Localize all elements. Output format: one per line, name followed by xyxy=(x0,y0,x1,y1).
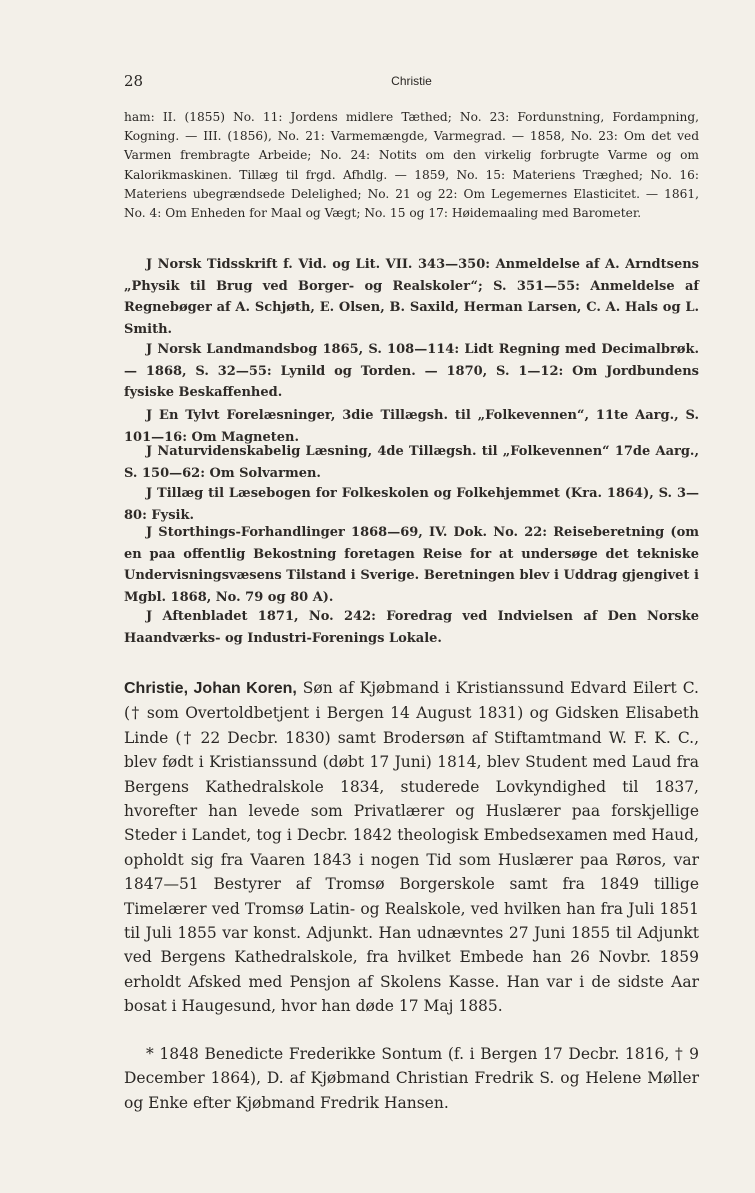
bibliography-continued: ham: II. (1855) No. 11: Jordens midlere Tæthed; No. 23: Fordunstning, Fordampning, Kogning. — III. (1856), No. 21: Varmemængde, Varmegrad. — 1858, No. 23: Om det ved Varmen frembragte Arbeide; No. 24: Notits om den virkelig forbrugte Varme og om Kalorikmaskinen. Tillæg til frgd. Afhdlg. — 1859, No. 15: Materiens Træghed; No. 16: Materiens ubegrændsede Delelighed; No. 21 og 22: Om Legemernes Elasticitet. — 1861, No. 4: Om Enheden for Maal og Vægt; No. 15 og 17: Høidemaaling med Barometer. xyxy=(124,110,699,221)
bibliography-item: J Norsk Landmandsbog 1865, S. 108—114: Lidt Regning med Decimalbrøk. — 1868, S. 32—55: Lynild og Torden. — 1870, S. 1—12: Om Jordbundens fysiske Beskaffenhed. xyxy=(124,342,699,401)
running-head: Christie xyxy=(391,74,432,88)
spouse-note: * 1848 Benedicte Frederikke Sontum (f. i Bergen 17 Decbr. 1816, † 9 December 1864), D. af Kjøbmand Christian Fredrik S. og Helene Møller og Enke efter Kjøbmand Fredrik Hansen. xyxy=(124,1045,699,1112)
bibliography-item: J Storthings-Forhandlinger 1868—69, IV. Dok. No. 22: Reiseberetning (om en paa offentlig Bekostning foretagen Reise for at undersøge det tekniske Undervisningsvæsens Tilstand i Sverige. Beretningen blev i Uddrag gjengivet i Mgbl. 1868, No. 79 og 80 A). xyxy=(124,525,699,605)
bibliography-item: J Tillæg til Læsebogen for Folkeskolen og Folkehjemmet (Kra. 1864), S. 3—80: Fysik. xyxy=(124,486,699,523)
page-number: 28 xyxy=(124,72,144,90)
entry-name: Christie, Johan Koren, xyxy=(124,680,297,697)
entry-text: Søn af Kjøbmand i Kristianssund Edvard Eilert C. († som Overtoldbetjent i Bergen 14 August 1831) og Gidsken Elisabeth Linde († 22 Decbr. 1830) samt Brodersøn af Stiftamtmand W. F. K. C., blev født i Kristianssund (døbt 17 Juni) 1814, blev Student med Laud fra Bergens Kathedralskole 1834, studerede Lovkyndighed til 1837, hvorefter han levede som Privatlærer og Huslærer paa forskjellige Steder i Landet, tog i Decbr. 1842 theologisk Embedsexamen med Haud, opholdt sig fra Vaaren 1843 i nogen Tid som Huslærer paa Røros, var 1847—51 Bestyrer af Tromsø Borgerskole samt fra 1849 tillige Timelærer ved Tromsø Latin- og Realskole, ved hvilken han fra Juli 1851 til Juli 1855 var konst. Adjunkt. Han udnævntes 27 Juni 1855 til Adjunkt ved Bergens Kathedralskole, fra hvilket Embede han 26 Novbr. 1859 erholdt Afsked med Pensjon af Skolens Kasse. Han var i de sidste Aar bosat i Haugesund, hvor han døde 17 Maj 1885. xyxy=(124,679,699,1016)
bibliography-item: J Aftenbladet 1871, No. 242: Foredrag ved Indvielsen af Den Norske Haandværks- og Industri-Forenings Lokale. xyxy=(124,609,699,646)
biography-entry xyxy=(124,676,699,1019)
bibliography-item: J En Tylvt Forelæsninger, 3die Tillægsh. til „Folkevennen“, 11te Aarg., S. 101—16: Om Magneten. xyxy=(124,408,699,445)
bibliography-item: J Norsk Tidsskrift f. Vid. og Lit. VII. 343—350: Anmeldelse af A. Arndtsens „Physik til Brug ved Borger- og Realskoler“; S. 351—55: Anmeldelse af Regnebøger af A. Schjøth, E. Olsen, B. Saxild, Herman Larsen, C. A. Hals og L. Smith. xyxy=(124,257,699,337)
page-header xyxy=(124,72,699,96)
bibliography-item: J Naturvidenskabelig Læsning, 4de Tillægsh. til „Folkevennen“ 17de Aarg., S. 150—62: Om Solvarmen. xyxy=(124,444,699,481)
